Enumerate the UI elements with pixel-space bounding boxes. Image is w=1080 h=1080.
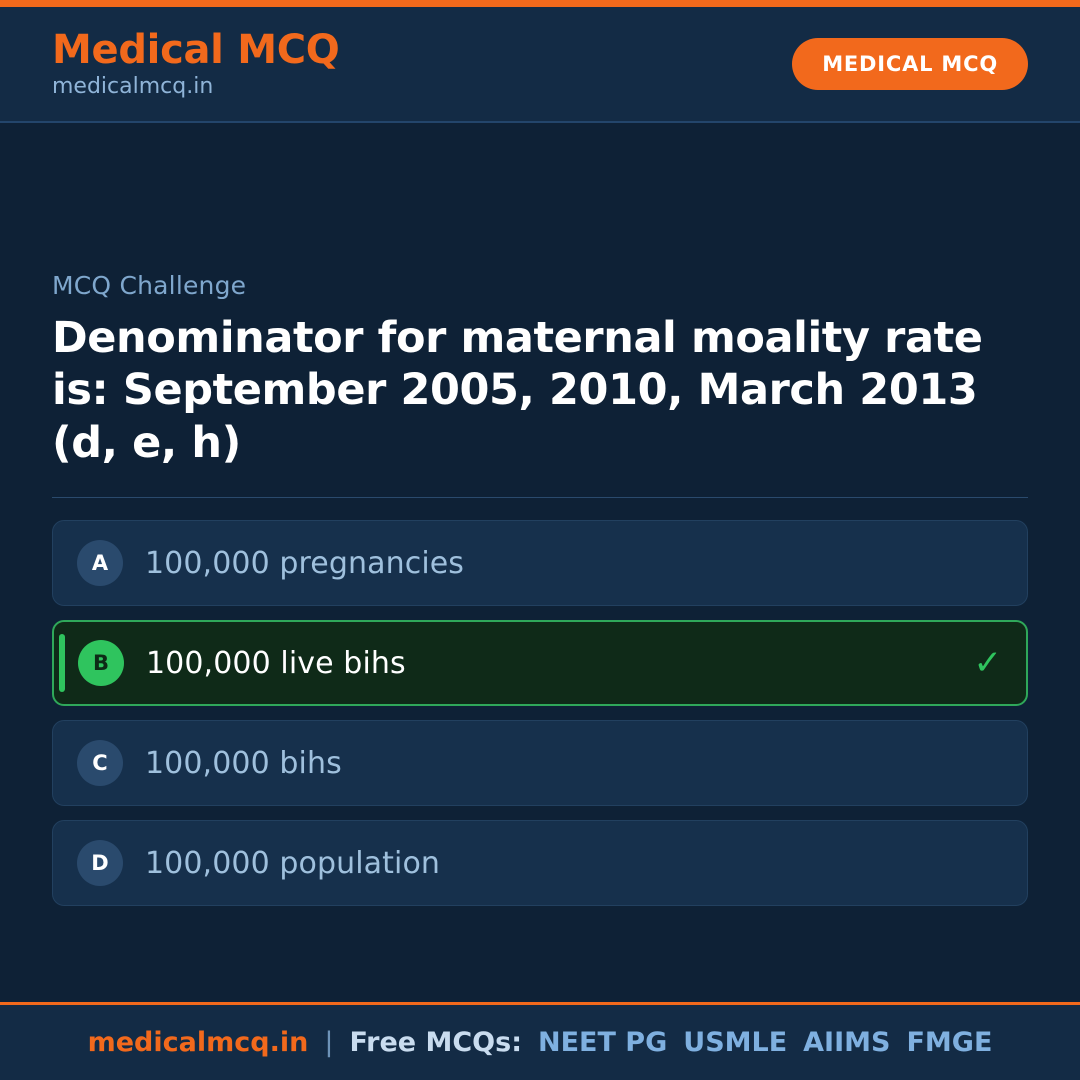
- option-b-text: 100,000 live bihs: [146, 645, 406, 681]
- main-content: [0, 123, 1080, 1002]
- option-c-letter: C: [77, 740, 123, 786]
- option-c-text: 100,000 bihs: [145, 745, 342, 781]
- option-d-text: 100,000 population: [145, 845, 441, 881]
- footer-exam-neetpg: NEET PG: [538, 1027, 668, 1058]
- option-b-marker: [59, 634, 65, 692]
- option-c[interactable]: [52, 720, 1028, 806]
- top-accent-bar: [0, 0, 1080, 7]
- footer-site: medicalmcq.in: [87, 1027, 309, 1058]
- section-eyebrow: MCQ Challenge: [52, 271, 247, 300]
- brand-badge: MEDICAL MCQ: [792, 38, 1028, 90]
- footer-exam-aiims: AIIMS: [803, 1027, 891, 1058]
- divider: [52, 497, 1028, 498]
- option-d[interactable]: [52, 820, 1028, 906]
- footer-exam-fmge: FMGE: [906, 1027, 993, 1058]
- footer-separator: |: [324, 1027, 334, 1058]
- footer-inner: [88, 1027, 993, 1058]
- brand-title: Medical MCQ: [52, 26, 340, 73]
- brand-block: [52, 26, 340, 99]
- option-d-letter: D: [77, 840, 123, 886]
- question-text: Denominator for maternal moality rate is: September 2005, 2010, March 2013 (d, e, h): [52, 313, 983, 468]
- option-a[interactable]: [52, 520, 1028, 606]
- footer: [0, 1002, 1080, 1080]
- footer-label: Free MCQs:: [349, 1027, 522, 1058]
- options-list: [52, 520, 1028, 906]
- check-icon-b: ✓: [973, 643, 1002, 684]
- header: [0, 7, 1080, 123]
- footer-exam-usmle: USMLE: [683, 1027, 788, 1058]
- brand-subtitle: medicalmcq.in: [52, 73, 214, 99]
- option-a-text: 100,000 pregnancies: [145, 545, 465, 581]
- option-a-letter: A: [77, 540, 123, 586]
- option-b-letter: B: [78, 640, 124, 686]
- option-b[interactable]: [52, 620, 1028, 706]
